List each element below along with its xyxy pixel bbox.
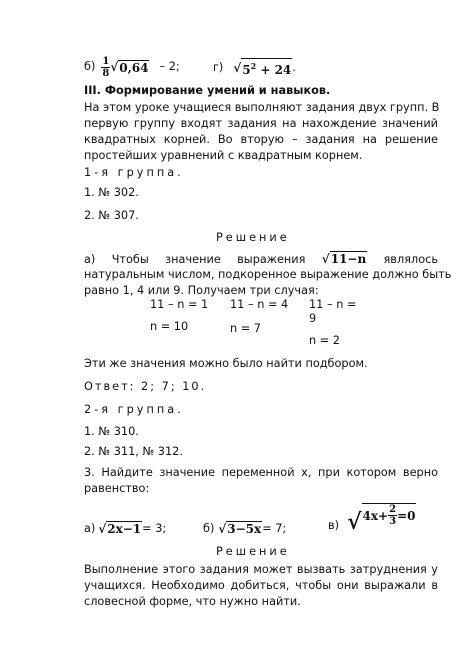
radicand-c [362,503,417,527]
case-1-equation: 11 – n = 1 [150,298,209,311]
solution1-answer: Ответ: 2; 7; 10. [84,380,207,393]
group2-task-line-2: равенство: [84,482,150,495]
radicand-b: 0,64 [119,60,149,75]
label-g: г) [213,60,224,74]
case-3-equation: 11 – n = [309,298,357,311]
intro-line-3: квадратных корней. Во вторую – задания на решение [84,133,438,146]
intro-line-4: простейших уравнений с квадратным корнем. [84,149,363,162]
radicand-c-post: =0 [397,508,416,523]
solution2-line-1: Выполнение этого задания может вызвать затруднения у [84,563,438,576]
group2-item-1: 1. № 310. [84,425,139,438]
radical-sign: √ [98,521,107,536]
tail-a: = 3; [142,521,167,535]
solution1-line-2: натуральным числом, подкоренное выражение должно быть [84,268,452,281]
radical-sign: √ [347,509,362,535]
radicand-b2: 3−5x [227,522,262,536]
radicand-tail: + 24 [256,63,292,77]
radical-sign: √ [218,521,227,536]
group2-heading: 2-я группа. [84,403,184,416]
fraction-numerator: 2 [389,504,397,515]
word: а) [84,252,96,266]
equation-c [328,501,416,535]
radical-expression [322,252,367,267]
intro-line-2: первую группу входят задания на нахождение значений [84,117,438,130]
radicand: 11−n [330,252,367,266]
word: значение [165,252,221,266]
fraction-denominator: 3 [389,516,397,527]
group2-item-2: 2. № 311, № 312. [84,445,183,458]
fraction-two-thirds [388,504,397,527]
tail-g: . [292,60,296,74]
case-1-result: n = 10 [150,320,189,333]
word: Чтобы [111,252,149,266]
power-exponent: 2 [250,61,257,71]
label-c: в) [328,519,340,532]
solution1-line-3: равно 1, 4 или 9. Получаем три случая: [84,284,319,297]
tail-b: – 2; [159,60,180,73]
case-2-equation: 11 – n = 4 [230,298,289,311]
group1-item-1: 1. № 302. [84,186,139,199]
word: выражения [237,252,306,266]
fraction-numerator: 1 [102,55,110,67]
radical-sign: √ [321,252,330,266]
equation-b [203,521,286,536]
radicand-a: 2x−1 [107,522,142,536]
equation-a [84,521,166,536]
radicand-c-pre: 4x+ [362,508,389,523]
solution1-line-1 [84,252,438,267]
example-g [213,58,296,77]
section-title: III. Формирование умений и навыков. [84,84,331,97]
case-3-result: n = 2 [309,334,340,347]
solution1-heading: Решение [216,231,290,244]
label-b: б) [84,60,96,73]
fraction-one-eighth [101,56,110,79]
group2-task-line-1: 3. Найдите значение переменной x, при котором верно [84,466,438,479]
solution2-heading: Решение [216,545,290,558]
radicand-g [241,58,292,77]
fraction-denominator: 8 [102,67,110,79]
power-base: 5 [242,63,251,77]
radical-sign: √ [233,60,242,75]
radical-sign: √ [110,60,119,74]
group1-item-2: 2. № 307. [84,209,139,222]
solution2-line-2: учащихся. Необходимо добиться, чтобы они выражали в [84,579,438,592]
label-b2: б) [203,521,215,535]
intro-line-1: На этом уроке учащиеся выполняют задания двух групп. В [84,101,440,114]
word: являлось [383,252,438,266]
case-2-result: n = 7 [230,322,261,335]
group1-heading: 1-я группа. [84,166,184,179]
tail-b2: = 7; [262,521,287,535]
solution1-note: Эти же значения можно было найти подбором. [84,357,368,370]
example-b [84,52,180,82]
case-3-equation-cont: 9 [309,312,317,325]
solution2-line-3: словесной форме, что нужно найти. [84,595,301,608]
label-a: а) [84,521,96,535]
